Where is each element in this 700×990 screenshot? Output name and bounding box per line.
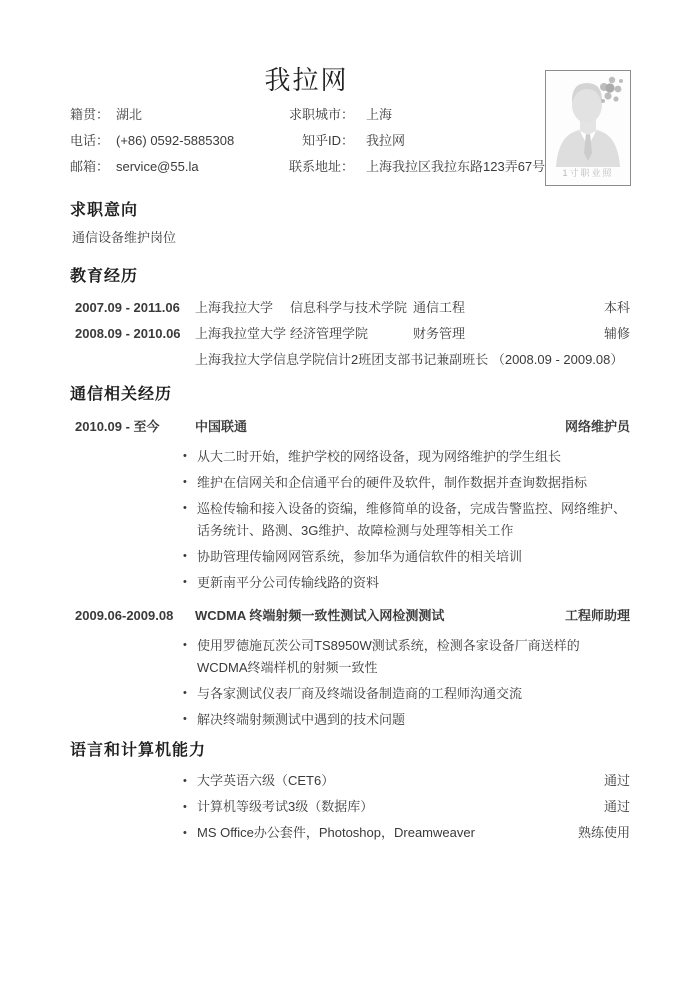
photo-placeholder xyxy=(545,70,631,186)
experience-bullet: • 与各家测试仪表厂商及终端设备制造商的工程师沟通交流 xyxy=(182,683,630,705)
experience-bullet: • 维护在信网关和企信通平台的硬件及软件，制作数据并查询数据指标 xyxy=(182,472,630,494)
objective-text: 通信设备维护岗位 xyxy=(72,230,177,245)
contact-value: (+86) 0592-5885308 xyxy=(116,133,235,148)
edu-school: 上海我拉大学 xyxy=(195,300,274,315)
section-heading: 通信相关经历 xyxy=(70,386,173,403)
experience-bullet-list xyxy=(182,635,630,731)
edu-major: 财务管理 xyxy=(413,326,466,341)
edu-school: 上海我拉堂大学 xyxy=(195,326,287,341)
edu-degree: 本科 xyxy=(603,300,630,315)
exp-org: 中国联通 xyxy=(195,419,248,434)
edu-date: 2007.09 - 2011.06 xyxy=(75,300,180,315)
contact-value: 上海我拉区我拉东路123弄67号 xyxy=(366,159,546,174)
contact-value: 上海 xyxy=(366,107,393,122)
experience-bullet: • 更新南平分公司传输线路的资料 xyxy=(182,572,630,594)
contact-label: 联系地址： xyxy=(288,159,354,174)
section-experience xyxy=(70,385,630,731)
experience-bullet: • 巡检传输和接入设备的资编，维修简单的设备，完成告警监控、网络维护、话务统计、路测、3G维护、故障检测与处理等相关工作 xyxy=(182,498,630,542)
resume-title: 我拉网 xyxy=(264,66,349,95)
section-skills xyxy=(70,741,630,844)
contact-value: 我拉网 xyxy=(366,133,406,148)
edu-date: 2008.09 - 2010.06 xyxy=(75,326,181,341)
exp-date: 2009.06-2009.08 xyxy=(75,608,174,623)
skill-list xyxy=(182,770,630,844)
exp-date: 2010.09 - 至今 xyxy=(75,419,160,434)
contact-label: 籍贯： xyxy=(70,107,110,122)
experience-bullet: • 使用罗德施瓦茨公司TS8950W测试系统，检测各家设备厂商送样的WCDMA终端样机的射频一致性 xyxy=(182,635,630,679)
skill-level: 熟练使用 xyxy=(577,825,630,840)
section-education xyxy=(70,267,630,373)
contact-label: 知乎ID： xyxy=(301,133,354,148)
skill-item xyxy=(182,770,630,792)
blossom-decoration-icon xyxy=(600,77,623,103)
education-row xyxy=(70,295,630,321)
exp-role: 工程师助理 xyxy=(564,608,630,623)
experience-bullet-list xyxy=(182,446,630,594)
edu-college: 信息科学与技术学院 xyxy=(290,300,408,315)
exp-org: WCDMA 终端射频一致性测试入网检测测试 xyxy=(195,608,445,623)
education-table xyxy=(70,295,630,373)
edu-major: 通信工程 xyxy=(413,300,466,315)
experience-bullet: • 解决终端射频测试中遇到的技术问题 xyxy=(182,709,630,731)
experience-bullet: • 从大二时开始，维护学校的网络设备，现为网络维护的学生组长 xyxy=(182,446,630,468)
education-row xyxy=(70,321,630,347)
skill-name: • MS Office办公套件，Photoshop，Dreamweaver xyxy=(197,825,475,840)
experience-entry-header xyxy=(70,605,630,627)
section-heading: 教育经历 xyxy=(70,268,139,285)
edu-extra-note: 上海我拉大学信息学院信计2班团支部书记兼副班长 （2008.09 - 2009.08） xyxy=(195,352,624,367)
skill-level: 通过 xyxy=(603,773,630,788)
skill-name: • 大学英语六级（CET6） xyxy=(197,773,335,788)
edu-degree: 辅修 xyxy=(603,326,630,341)
skill-item xyxy=(182,796,630,818)
contact-label: 求职城市： xyxy=(288,107,354,122)
experience-bullet: • 协助管理传输网网管系统，参加华为通信软件的相关培训 xyxy=(182,546,630,568)
contact-label: 电话： xyxy=(70,133,110,148)
experience-entry-header xyxy=(70,416,630,438)
contact-value: service@55.la xyxy=(116,159,199,174)
skill-name: • 计算机等级考试3级（数据库） xyxy=(197,799,374,814)
section-heading: 求职意向 xyxy=(70,202,139,219)
contact-value: 湖北 xyxy=(116,107,143,122)
section-heading: 语言和计算机能力 xyxy=(70,742,207,759)
photo-caption: 1寸职业照 xyxy=(562,168,614,178)
skill-item xyxy=(182,822,630,844)
contact-label: 邮箱： xyxy=(70,159,110,174)
edu-college: 经济管理学院 xyxy=(290,326,369,341)
skill-level: 通过 xyxy=(603,799,630,814)
exp-role: 网络维护员 xyxy=(564,419,630,434)
section-objective xyxy=(70,201,630,248)
